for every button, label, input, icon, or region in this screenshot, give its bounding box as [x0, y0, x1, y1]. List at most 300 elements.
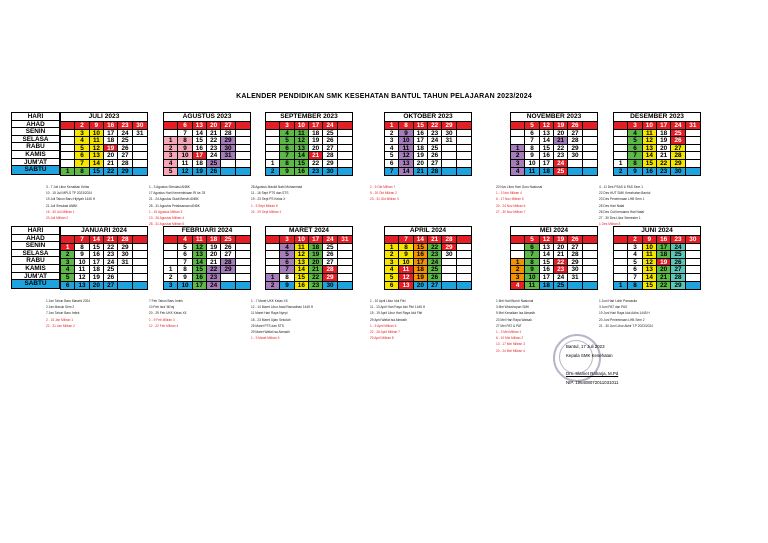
note-line: 1 Des Miliran 8: [599, 222, 621, 227]
note-line: 1 Juni Hari Lahir Pancasila: [599, 299, 637, 303]
date-cell: [236, 160, 250, 168]
date-cell: [686, 137, 700, 145]
month-table: [265, 112, 353, 176]
date-cell: 27: [323, 259, 337, 267]
note-line: 20 - 24 Mei Miliran 4: [496, 348, 525, 353]
date-cell: [266, 122, 280, 130]
date-cell: 3: [61, 259, 75, 267]
date-cell: [457, 122, 471, 130]
date-cell: 31: [221, 152, 235, 160]
date-cell: 28: [118, 160, 132, 168]
date-cell: 1: [385, 122, 399, 130]
date-cell: 22: [554, 259, 568, 267]
date-cell: 4: [511, 282, 525, 290]
date-cell: 30: [323, 282, 337, 290]
date-cell: 30: [686, 236, 700, 244]
date-cell: 1: [511, 145, 525, 153]
date-cell: [164, 251, 178, 259]
date-cell: [511, 122, 525, 130]
date-cell: [164, 236, 178, 244]
date-cell: 3: [628, 122, 642, 130]
date-cell: 4: [178, 236, 192, 244]
date-cell: [583, 122, 597, 130]
date-cell: [511, 130, 525, 138]
signature-nip: NIP. 196408072011031011: [566, 380, 619, 385]
date-cell: [686, 152, 700, 160]
note-line: 21 Juli Simulasi ANBK: [46, 203, 78, 208]
date-cell: [442, 145, 456, 153]
note-line: 7 Feb Tahun Baru Imlek: [149, 299, 183, 303]
date-cell: [457, 266, 471, 274]
date-cell: [568, 168, 582, 176]
date-cell: 18: [90, 266, 104, 274]
date-cell: 9: [399, 251, 413, 259]
date-cell: 13: [643, 145, 657, 153]
date-cell: 8: [178, 137, 192, 145]
date-cell: 23: [118, 122, 132, 130]
date-cell: [133, 137, 147, 145]
date-cell: 18: [104, 137, 118, 145]
date-cell: [266, 236, 280, 244]
date-cell: 28: [428, 168, 442, 176]
month-table: [384, 112, 472, 176]
note-line: 27 - 30 Des Libur Semester 1: [599, 216, 641, 221]
date-cell: 31: [442, 137, 456, 145]
note-line: 11 Maret Hari Raya Nyepi: [251, 311, 288, 316]
date-cell: 16: [193, 274, 207, 282]
date-cell: [614, 251, 628, 259]
date-cell: [614, 259, 628, 267]
date-cell: [511, 244, 525, 252]
date-cell: 16: [540, 152, 554, 160]
date-cell: [614, 122, 628, 130]
date-cell: 20: [554, 130, 568, 138]
date-cell: [221, 168, 235, 176]
date-cell: 5: [628, 137, 642, 145]
date-cell: 13: [90, 152, 104, 160]
date-cell: 21: [428, 236, 442, 244]
month-table: [265, 226, 353, 290]
date-cell: [221, 160, 235, 168]
date-cell: 31: [133, 130, 147, 138]
note-line: 27 - 30 Nov Miliran 7: [496, 209, 526, 214]
day-label: SENIN: [12, 128, 59, 136]
date-cell: 26: [118, 145, 132, 153]
date-cell: 7: [178, 130, 192, 138]
date-cell: [338, 152, 352, 160]
date-cell: [221, 274, 235, 282]
date-cell: 16: [90, 251, 104, 259]
date-cell: 3: [164, 152, 178, 160]
date-cell: [457, 259, 471, 267]
date-cell: 13: [295, 145, 309, 153]
date-cell: 12: [295, 137, 309, 145]
note-line: 23 Des Penerimaan LHB Sem 1: [599, 197, 645, 202]
date-cell: 11: [193, 236, 207, 244]
date-cell: 8: [399, 244, 413, 252]
date-cell: 15: [295, 160, 309, 168]
date-cell: 8: [75, 244, 89, 252]
date-cell: 8: [280, 160, 294, 168]
note-line: 1 - 10 April Libur Idul Fitri: [370, 299, 406, 303]
note-line: 13 - 17 Mei Miliran 3: [496, 342, 525, 347]
date-cell: 17: [309, 122, 323, 130]
date-cell: 20: [309, 145, 323, 153]
date-cell: 24: [207, 152, 221, 160]
date-cell: 14: [90, 160, 104, 168]
date-cell: 4: [75, 137, 89, 145]
date-cell: 26: [221, 244, 235, 252]
date-cell: 23: [104, 251, 118, 259]
date-cell: [568, 160, 582, 168]
date-cell: 1: [614, 160, 628, 168]
date-cell: 18: [540, 282, 554, 290]
note-line: 1 - 3 Nov Miliran 4: [496, 191, 522, 196]
date-cell: 19: [207, 244, 221, 252]
date-cell: [164, 244, 178, 252]
date-cell: [385, 236, 399, 244]
note-line: 29 April Wafat Isa Almasih: [370, 317, 407, 322]
date-cell: 13: [193, 122, 207, 130]
date-cell: 10: [295, 236, 309, 244]
month-notes: [370, 184, 480, 203]
date-cell: 9: [75, 251, 89, 259]
date-cell: [614, 266, 628, 274]
date-cell: [266, 266, 280, 274]
date-cell: 3: [628, 244, 642, 252]
month-table: [163, 226, 251, 290]
date-cell: 10: [643, 122, 657, 130]
month-name: FEBRUARI 2024: [164, 227, 250, 236]
date-cell: [686, 274, 700, 282]
date-cell: 28: [568, 137, 582, 145]
date-cell: 5: [628, 259, 642, 267]
date-cell: [236, 266, 250, 274]
date-cell: 25: [428, 145, 442, 153]
date-cell: 27: [428, 282, 442, 290]
date-cell: [583, 236, 597, 244]
date-cell: 19: [309, 137, 323, 145]
date-cell: 16: [540, 266, 554, 274]
date-cell: 9: [643, 236, 657, 244]
date-cell: 22: [554, 145, 568, 153]
date-cell: 29: [671, 160, 685, 168]
signature-name: Drs. Slamet Raharja, M.Pd: [566, 371, 619, 376]
date-cell: 22: [309, 160, 323, 168]
date-cell: 18: [657, 251, 671, 259]
date-cell: [442, 266, 456, 274]
date-cell: [236, 168, 250, 176]
date-cell: 15: [414, 122, 428, 130]
date-cell: 12: [193, 244, 207, 252]
date-cell: [686, 282, 700, 290]
date-cell: 28: [221, 259, 235, 267]
date-cell: 14: [295, 152, 309, 160]
date-cell: 12: [75, 274, 89, 282]
day-label: HARI: [12, 227, 59, 235]
date-cell: 7: [178, 259, 192, 267]
date-cell: 17: [90, 259, 104, 267]
date-cell: 31: [338, 236, 352, 244]
note-line: 9 - 20 Okt Miliran 2: [370, 191, 397, 196]
date-cell: 12: [399, 274, 413, 282]
date-cell: 6: [280, 145, 294, 153]
date-cell: 19: [657, 259, 671, 267]
date-cell: 21: [309, 152, 323, 160]
date-cell: 10: [525, 274, 539, 282]
date-cell: [686, 130, 700, 138]
date-cell: 10: [399, 259, 413, 267]
date-cell: 11: [295, 244, 309, 252]
date-cell: 24: [428, 259, 442, 267]
date-cell: 28: [221, 130, 235, 138]
date-cell: 20: [657, 266, 671, 274]
date-cell: [133, 266, 147, 274]
date-cell: [236, 282, 250, 290]
note-line: 1 - 3 Mei Miliran 1: [496, 330, 522, 335]
date-cell: 1: [614, 282, 628, 290]
date-cell: 14: [414, 236, 428, 244]
day-label: KAMIS: [12, 151, 59, 159]
date-cell: 11: [399, 145, 413, 153]
month-table: [613, 112, 701, 176]
date-cell: 19: [657, 137, 671, 145]
note-line: 1 - 9 Feb Miliran 3: [149, 317, 175, 322]
day-label: SELASA: [12, 250, 59, 258]
date-cell: 25: [671, 130, 685, 138]
date-cell: 5: [280, 251, 294, 259]
date-cell: 10: [399, 137, 413, 145]
date-cell: 24: [207, 282, 221, 290]
date-cell: [236, 130, 250, 138]
date-cell: 23: [554, 152, 568, 160]
date-cell: [236, 145, 250, 153]
date-cell: 4: [280, 244, 294, 252]
date-cell: 1: [164, 266, 178, 274]
day-label: JUM'AT: [12, 159, 59, 167]
date-cell: 13: [399, 282, 413, 290]
date-cell: [118, 266, 132, 274]
date-cell: 22: [207, 137, 221, 145]
date-cell: 6: [628, 266, 642, 274]
date-cell: 14: [193, 259, 207, 267]
date-cell: 8: [628, 160, 642, 168]
date-cell: 26: [104, 274, 118, 282]
date-cell: 7: [75, 236, 89, 244]
month-table: [510, 226, 598, 290]
month-notes: [599, 298, 709, 329]
date-cell: [583, 282, 597, 290]
date-cell: 12: [540, 236, 554, 244]
date-cell: 27: [221, 251, 235, 259]
date-cell: [686, 266, 700, 274]
date-cell: 13: [399, 160, 413, 168]
month-notes: [46, 184, 156, 221]
date-cell: 10: [525, 160, 539, 168]
date-cell: 6: [61, 282, 75, 290]
date-cell: 30: [133, 122, 147, 130]
date-cell: 13: [193, 251, 207, 259]
date-cell: [614, 244, 628, 252]
date-cell: 4: [280, 130, 294, 138]
date-cell: [686, 251, 700, 259]
note-line: 27 Mei PAT & PAT: [496, 323, 522, 328]
date-cell: [442, 274, 456, 282]
date-cell: 24: [554, 160, 568, 168]
month-table: [613, 226, 701, 290]
date-cell: [457, 236, 471, 244]
note-line: 11 - 13 April Hari Raya Idul Fitri 1445 H: [370, 305, 426, 310]
signature-block: [566, 342, 686, 387]
date-cell: [338, 145, 352, 153]
day-label: RABU: [12, 143, 59, 151]
date-cell: 9: [525, 266, 539, 274]
date-cell: [583, 130, 597, 138]
date-cell: 3: [511, 274, 525, 282]
month-name: JANUARI 2024: [61, 227, 147, 236]
day-label: HARI: [12, 113, 59, 121]
date-cell: 30: [442, 251, 456, 259]
date-cell: 29: [118, 244, 132, 252]
date-cell: 8: [75, 168, 89, 176]
date-cell: 6: [178, 251, 192, 259]
date-cell: 17: [657, 122, 671, 130]
date-cell: 7: [628, 274, 642, 282]
date-cell: [61, 152, 75, 160]
note-line: 12 - 22 Feb Miliran 4: [149, 323, 179, 328]
day-labels-column: [11, 226, 60, 289]
date-cell: 2: [511, 266, 525, 274]
date-cell: 29: [671, 282, 685, 290]
date-cell: [61, 145, 75, 153]
date-cell: [236, 244, 250, 252]
date-cell: [118, 274, 132, 282]
month-name: JULI 2023: [61, 113, 147, 122]
note-line: 2 - 15 Jan Miliran 1: [46, 317, 74, 322]
date-cell: [338, 137, 352, 145]
date-cell: 28: [568, 251, 582, 259]
date-cell: 23: [207, 145, 221, 153]
note-line: 22 - 31 Jan Miliran 2: [46, 323, 75, 328]
date-cell: 13: [540, 244, 554, 252]
date-cell: 4: [164, 160, 178, 168]
date-cell: 25: [323, 130, 337, 138]
date-cell: [442, 160, 456, 168]
date-cell: 17: [104, 130, 118, 138]
date-cell: [338, 130, 352, 138]
note-line: 20 Juni Penerimaan LHB Sem 2: [599, 317, 645, 322]
date-cell: [236, 251, 250, 259]
date-cell: 25: [554, 168, 568, 176]
date-cell: 4: [61, 266, 75, 274]
date-cell: [266, 259, 280, 267]
note-line: 23 - 31 Okt Miliran 3: [370, 197, 399, 202]
date-cell: 10: [178, 152, 192, 160]
day-label: SENIN: [12, 242, 59, 250]
date-cell: 15: [193, 266, 207, 274]
date-cell: 29: [323, 274, 337, 282]
date-cell: 28: [323, 266, 337, 274]
note-line: 4 - 11 Des PSAS & PAS Sem 1: [599, 185, 643, 189]
date-cell: 23: [554, 266, 568, 274]
date-cell: 6: [385, 160, 399, 168]
note-line: 17 Agustus Hari Kemerdekaan RI ke-78: [149, 191, 206, 196]
date-cell: 13: [540, 130, 554, 138]
date-cell: [511, 251, 525, 259]
month-name: MEI 2024: [511, 227, 597, 236]
date-cell: 15: [295, 274, 309, 282]
date-cell: [457, 274, 471, 282]
date-cell: 12: [178, 168, 192, 176]
note-line: 1 - 9 Maret Miliran 5: [251, 336, 280, 341]
note-line: 28 - 31 Agustus Miliran 5: [149, 222, 185, 227]
date-cell: 9: [628, 168, 642, 176]
date-cell: 9: [90, 122, 104, 130]
note-line: 21 - 30 Juni Libur Akhir T.P 2023/2024: [599, 323, 653, 328]
date-cell: 21: [309, 266, 323, 274]
note-line: 3 Mei Wokshopan SMK: [496, 305, 530, 310]
date-cell: [583, 160, 597, 168]
date-cell: [61, 122, 75, 130]
date-cell: 15: [643, 160, 657, 168]
date-cell: 16: [295, 168, 309, 176]
note-line: 29 April Miliran 8: [370, 336, 394, 341]
date-cell: 29: [221, 266, 235, 274]
month-name: APRIL 2024: [385, 227, 471, 236]
date-cell: 5: [61, 274, 75, 282]
date-cell: [614, 145, 628, 153]
date-cell: 10: [90, 130, 104, 138]
date-cell: 29: [568, 259, 582, 267]
note-line: 25 Maret PTS dan STS: [251, 323, 284, 328]
month-notes: [149, 298, 259, 329]
note-line: 1 - 15 Agustus Miliran 3: [149, 209, 183, 214]
date-cell: [442, 259, 456, 267]
month-name: OKTOBER 2023: [385, 113, 471, 122]
date-cell: 21: [207, 130, 221, 138]
date-cell: 18: [309, 130, 323, 138]
date-cell: 30: [442, 130, 456, 138]
date-cell: 12: [540, 122, 554, 130]
date-cell: 2: [628, 236, 642, 244]
date-cell: 6: [75, 152, 89, 160]
date-cell: 8: [280, 274, 294, 282]
note-line: 28 Agustus Maulid Nabi Muhammad: [251, 185, 303, 189]
date-cell: 25: [221, 236, 235, 244]
date-cell: 6: [385, 282, 399, 290]
date-cell: 4: [385, 266, 399, 274]
month-notes: [251, 184, 361, 215]
date-cell: [236, 259, 250, 267]
date-cell: 18: [309, 244, 323, 252]
date-cell: 29: [221, 137, 235, 145]
day-label: AHAD: [12, 121, 59, 129]
note-line: 6 - 10 Mei Miliran 2: [496, 336, 524, 341]
date-cell: 12: [643, 137, 657, 145]
date-cell: 4: [385, 145, 399, 153]
date-cell: [266, 244, 280, 252]
date-cell: 31: [686, 122, 700, 130]
note-line: 10 Feb Isra' Mi'raj: [149, 305, 175, 310]
date-cell: [614, 137, 628, 145]
date-cell: 11: [178, 160, 192, 168]
date-cell: 22: [657, 282, 671, 290]
date-cell: 19: [309, 251, 323, 259]
note-line: 1 - 5 April Miliran 6: [370, 323, 397, 328]
note-line: 23 Juli Miliran 2: [46, 216, 69, 221]
date-cell: 25: [554, 282, 568, 290]
note-line: 1 Jan Tahun Baru Masehi 2024: [46, 299, 91, 303]
